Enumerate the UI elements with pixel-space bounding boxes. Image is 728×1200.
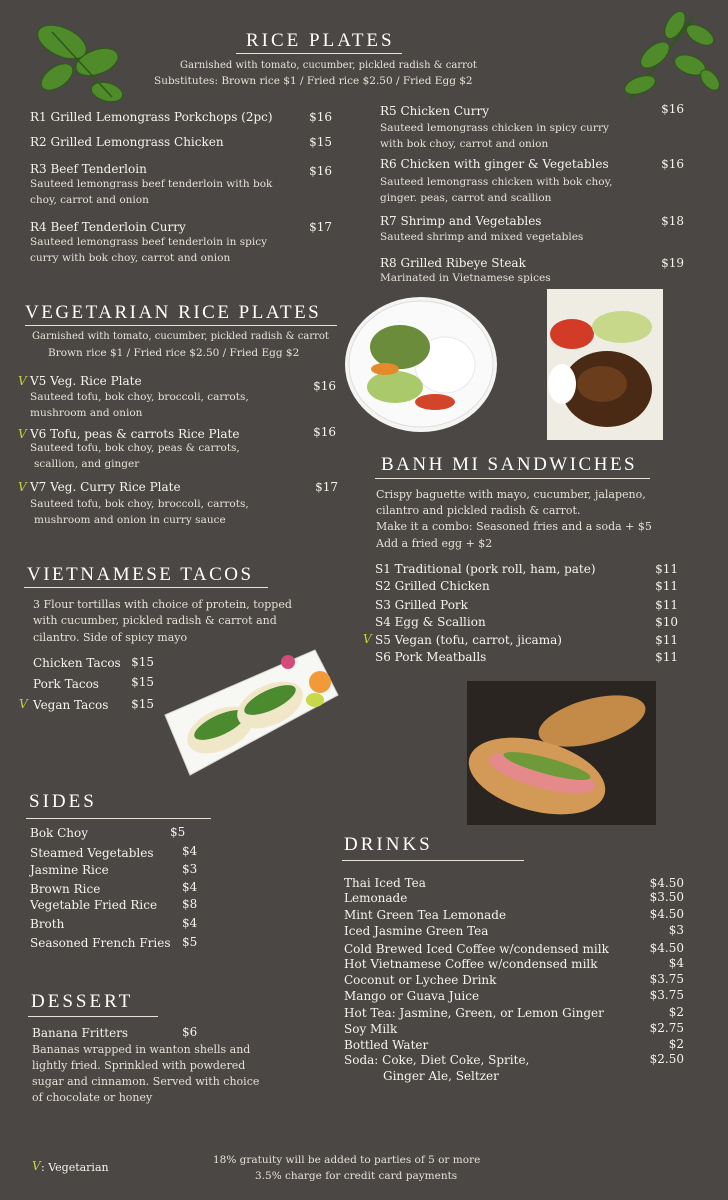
credit-card-notice: 3.5% charge for credit card payments [255,1170,458,1182]
veg-rice-garnish: Garnished with tomato, cucumber, pickled radish & carrot [32,331,329,342]
vegetarian-mark: V [18,427,27,441]
drink-price: $3.75 [649,972,684,986]
basil-sprig-icon [615,5,725,105]
dessert-desc-line3: sugar and cinnamon. Served with choice [32,1075,260,1088]
drink-price: $2.75 [649,1021,684,1035]
menu-item-s6: S6 Pork Meatballs [375,650,487,664]
menu-item-s1: S1 Traditional (pork roll, ham, pate) [375,562,596,576]
price-r6: $16 [661,157,684,171]
tacos-rule [24,587,268,588]
drink-price: $3 [668,923,684,937]
price-s5: $11 [655,633,678,647]
price-v6: $16 [313,425,336,439]
dessert-rule [28,1016,158,1017]
veg-rice-rule [25,325,337,326]
drinks-title: DRINKS [344,834,433,855]
drink-price: $2 [668,1037,684,1051]
drink-item: Thai Iced Tea [344,876,426,890]
price-v7: $17 [315,480,338,494]
tacos-desc-line1: 3 Flour tortillas with choice of protein, topped [33,598,292,611]
tacos-title: VIETNAMESE TACOS [27,564,254,585]
tacos-desc-line2: with cucumber, pickled radish & carrot and [33,614,277,627]
price-r7: $18 [661,214,684,228]
drink-item: Cold Brewed Iced Coffee w/condensed milk [344,942,609,956]
price-s4: $10 [655,615,678,629]
price-r1: $16 [309,110,332,124]
rice-plates-garnish: Garnished with tomato, cucumber, pickled radish & carrot [180,60,477,71]
dessert-desc-line4: of chocolate or honey [32,1091,153,1104]
desc-r7-line1: Sauteed shrimp and mixed vegetables [380,231,584,243]
price-r2: $15 [309,135,332,149]
drink-item: Hot Vietnamese Coffee w/condensed milk [344,957,598,971]
banh-mi-desc-line2: cilantro and pickled radish & carrot. [376,504,581,517]
menu-item-r5: R5 Chicken Curry [380,104,490,118]
drink-item: Mango or Guava Juice [344,989,480,1003]
price-pork-tacos: $15 [131,675,154,689]
sides-rule [26,818,211,819]
menu-item-v6: V6 Tofu, peas & carrots Rice Plate [30,427,240,441]
drink-price: $2.50 [649,1052,684,1066]
menu-item-r2: R2 Grilled Lemongrass Chicken [30,135,224,149]
menu-item-side-3: Brown Rice [30,882,101,896]
menu-item-s4: S4 Egg & Scallion [375,615,486,629]
tacos-photo [160,640,340,780]
dessert-title: DESSERT [31,991,134,1012]
veg-rice-plate-photo [345,297,497,432]
drink-item-continued: Ginger Ale, Seltzer [383,1069,499,1083]
banh-mi-desc-line1: Crispy baguette with mayo, cucumber, jalapeno, [376,488,646,501]
price-side-5: $4 [182,916,198,930]
drink-price: $4.50 [649,876,684,890]
banh-mi-title: BANH MI SANDWICHES [381,454,638,475]
veg-rice-substitutes: Brown rice $1 / Fried rice $2.50 / Fried Egg $2 [48,347,300,359]
drink-item: Hot Tea: Jasmine, Green, or Lemon Ginger [344,1006,604,1020]
menu-item-side-6: Seasoned French Fries [30,936,171,950]
banh-mi-rule [375,478,650,479]
price-r4: $17 [309,220,332,234]
price-s1: $11 [655,562,678,576]
veg-rice-title: VEGETARIAN RICE PLATES [25,302,322,323]
drink-price: $4.50 [649,907,684,921]
desc-r5-line1: Sauteed lemongrass chicken in spicy curry [380,122,609,134]
menu-item-banana-fritters: Banana Fritters [32,1026,129,1040]
drink-price: $3.75 [649,988,684,1002]
drink-item: Soda: Coke, Diet Coke, Sprite, [344,1053,530,1067]
dessert-desc-line2: lightly fried. Sprinkled with powdered [32,1059,246,1072]
mint-leaves-icon [22,12,132,107]
dessert-desc-line1: Bananas wrapped in wanton shells and [32,1043,251,1056]
menu-item-v7: V7 Veg. Curry Rice Plate [30,480,181,494]
menu-item-side-1: Steamed Vegetables [30,846,154,860]
vegetarian-mark: V [18,374,27,388]
drink-item: Lemonade [344,891,408,905]
menu-item-side-2: Jasmine Rice [30,863,109,877]
porkchop-plate-photo [547,289,663,440]
menu-item-r3: R3 Beef Tenderloin [30,162,147,176]
desc-v5-line2: mushroom and onion [30,407,143,419]
menu-item-s2: S2 Grilled Chicken [375,579,490,593]
drink-item: Bottled Water [344,1038,429,1052]
desc-v5-line1: Sauteed tofu, bok choy, broccoli, carrots, [30,391,249,403]
menu-item-s3: S3 Grilled Pork [375,598,468,612]
drink-item: Mint Green Tea Lemonade [344,908,507,922]
menu-item-r4: R4 Beef Tenderloin Curry [30,220,186,234]
vegetarian-legend-mark: V [32,1159,41,1173]
vegetarian-mark: V [19,697,28,711]
desc-v6-line1: Sauteed tofu, bok choy, peas & carrots, [30,442,240,454]
vegetarian-mark: V [363,632,372,646]
price-vegan-tacos: $15 [131,697,154,711]
price-r8: $19 [661,256,684,270]
desc-r4-line2: curry with bok choy, carrot and onion [30,252,231,264]
desc-r3-line1: Sauteed lemongrass beef tenderloin with bok [30,178,273,190]
sides-title: SIDES [29,791,97,812]
menu-item-r7: R7 Shrimp and Vegetables [380,214,542,228]
desc-v6-line2: scallion, and ginger [34,458,140,470]
menu-item-pork-tacos: Pork Tacos [33,677,99,691]
desc-r6-line1: Sauteed lemongrass chicken with bok choy, [380,176,613,188]
price-s2: $11 [655,579,678,593]
price-banana-fritters: $6 [182,1025,198,1039]
gratuity-notice: 18% gratuity will be added to parties of 5 or more [213,1154,481,1166]
desc-r4-line1: Sauteed lemongrass beef tenderloin in spicy [30,236,268,248]
rice-plates-rule [236,53,402,54]
desc-v7-line1: Sauteed tofu, bok choy, broccoli, carrots, [30,498,249,510]
desc-r5-line2: with bok choy, carrot and onion [380,138,549,150]
menu-item-side-5: Broth [30,917,65,931]
banh-mi-combo: Make it a combo: Seasoned fries and a soda + $5 [376,520,652,533]
drink-item: Iced Jasmine Green Tea [344,924,489,938]
banh-mi-egg: Add a fried egg + $2 [376,537,493,550]
vegetarian-mark: V [18,480,27,494]
rice-plates-substitutes: Substitutes: Brown rice $1 / Fried rice $2.50 / Fried Egg $2 [154,75,473,87]
price-side-6: $5 [182,935,198,949]
price-side-0: $5 [170,825,186,839]
vegetarian-legend: : Vegetarian [41,1161,109,1174]
price-chicken-tacos: $15 [131,655,154,669]
menu-item-v5: V5 Veg. Rice Plate [30,374,142,388]
drink-price: $4.50 [649,941,684,955]
desc-v7-line2: mushroom and onion in curry sauce [34,514,226,526]
menu-item-side-4: Vegetable Fried Rice [30,898,158,912]
price-side-4: $8 [182,897,198,911]
menu-item-chicken-tacos: Chicken Tacos [33,656,121,670]
price-r3: $16 [309,164,332,178]
drink-item: Coconut or Lychee Drink [344,973,497,987]
menu-item-s5: S5 Vegan (tofu, carrot, jicama) [375,633,562,647]
menu-item-r1: R1 Grilled Lemongrass Porkchops (2pc) [30,110,273,124]
desc-r3-line2: choy, carrot and onion [30,194,149,206]
price-v5: $16 [313,379,336,393]
price-s6: $11 [655,650,678,664]
drink-item: Soy Milk [344,1022,398,1036]
menu-item-r8: R8 Grilled Ribeye Steak [380,256,526,270]
price-s3: $11 [655,598,678,612]
menu-item-side-0: Bok Choy [30,826,89,840]
price-r5: $16 [661,102,684,116]
drink-price: $3.50 [649,890,684,904]
desc-r8-line1: Marinated in Vietnamese spices [380,272,551,284]
drinks-rule [342,860,524,861]
price-side-1: $4 [182,844,198,858]
tacos-desc-line3: cilantro. Side of spicy mayo [33,631,188,644]
menu-item-vegan-tacos: Vegan Tacos [33,698,109,712]
banh-mi-photo [467,681,656,825]
desc-r6-line2: ginger. peas, carrot and scallion [380,192,552,204]
menu-item-r6: R6 Chicken with ginger & Vegetables [380,157,609,171]
price-side-2: $3 [182,862,198,876]
price-side-3: $4 [182,880,198,894]
rice-plates-title: RICE PLATES [246,30,395,51]
drink-price: $4 [668,956,684,970]
drink-price: $2 [668,1005,684,1019]
